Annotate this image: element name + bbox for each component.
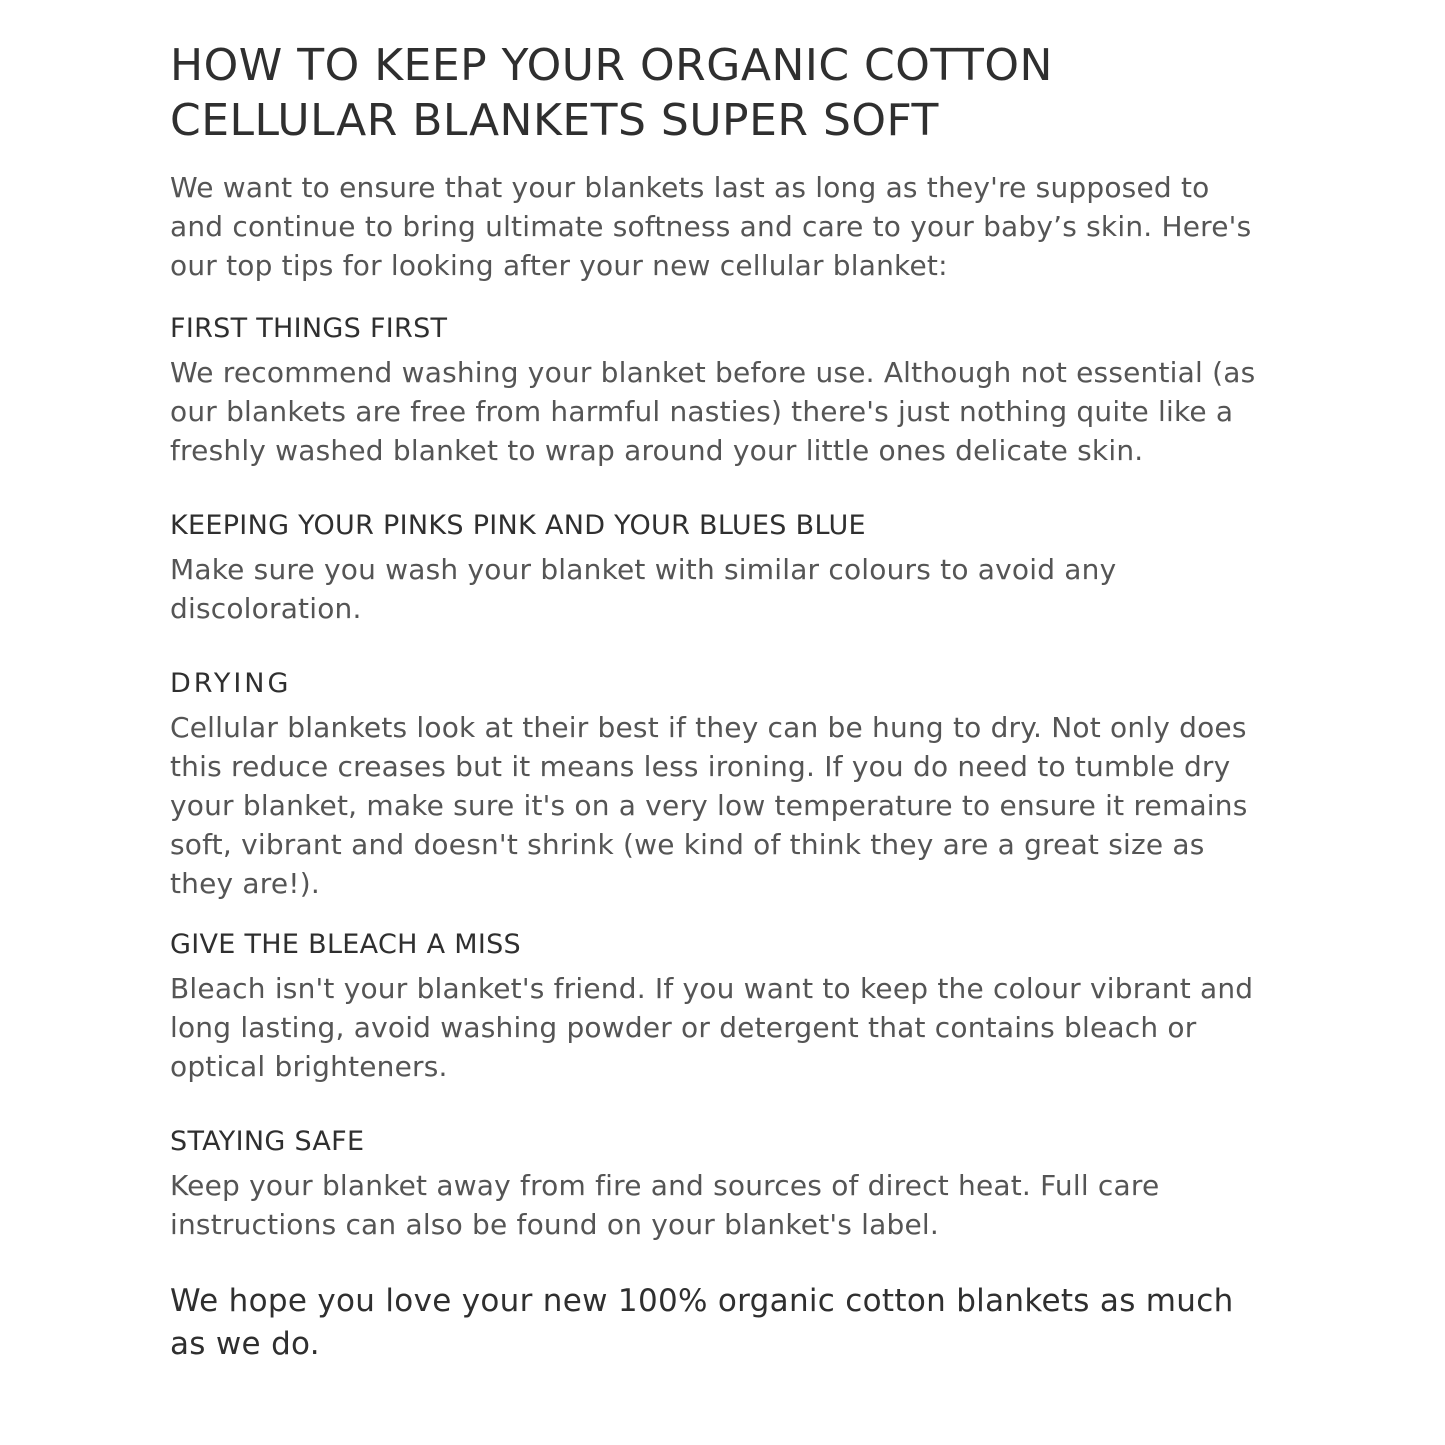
section-heading: GIVE THE BLEACH A MISS	[170, 929, 521, 960]
section-first-things-first	[170, 311, 1270, 470]
document-title	[170, 38, 1270, 148]
section-pinks-and-blues	[170, 508, 1270, 628]
section-staying-safe	[170, 1124, 1270, 1244]
section-body: Cellular blankets look at their best if they can be hung to dry. Not only does this reduce creases but it means less ironing. If you do need to tumble dry your blanket, make sure it's on a very low temperature to ensure it remains soft, vibrant and doesn't shrink (we kind of think they are a great size as they are!).	[170, 711, 1248, 900]
care-guide-document	[170, 38, 1270, 1366]
title-line-2: CELLULAR BLANKETS SUPER SOFT	[170, 95, 939, 146]
closing-paragraph: We hope you love your new 100% organic cotton blankets as much as we do.	[170, 1283, 1234, 1362]
section-body: We recommend washing your blanket before use. Although not essential (as our blankets are free from harmful nasties) there's just nothing quite like a freshly washed blanket to wrap around your little ones delicate skin.	[170, 356, 1256, 467]
section-body: Make sure you wash your blanket with similar colours to avoid any discoloration.	[170, 553, 1117, 625]
section-heading: DRYING	[170, 668, 292, 699]
section-drying	[170, 666, 1270, 903]
section-bleach	[170, 927, 1270, 1086]
section-heading: FIRST THINGS FIRST	[170, 313, 448, 344]
section-body: Bleach isn't your blanket's friend. If you want to keep the colour vibrant and long lasting, avoid washing powder or detergent that contains bleach or optical brighteners.	[170, 972, 1254, 1083]
section-heading: KEEPING YOUR PINKS PINK AND YOUR BLUES BLUE	[170, 510, 866, 541]
section-body: Keep your blanket away from fire and sources of direct heat. Full care instructions can also be found on your blanket's label.	[170, 1169, 1160, 1241]
title-line-1: HOW TO KEEP YOUR ORGANIC COTTON	[170, 40, 1053, 91]
section-heading: STAYING SAFE	[170, 1126, 365, 1157]
intro-paragraph: We want to ensure that your blankets last as long as they're supposed to and continue to bring ultimate softness and care to your baby’s skin. Here's our top tips for looking after your new cellular blanket:	[170, 171, 1252, 282]
